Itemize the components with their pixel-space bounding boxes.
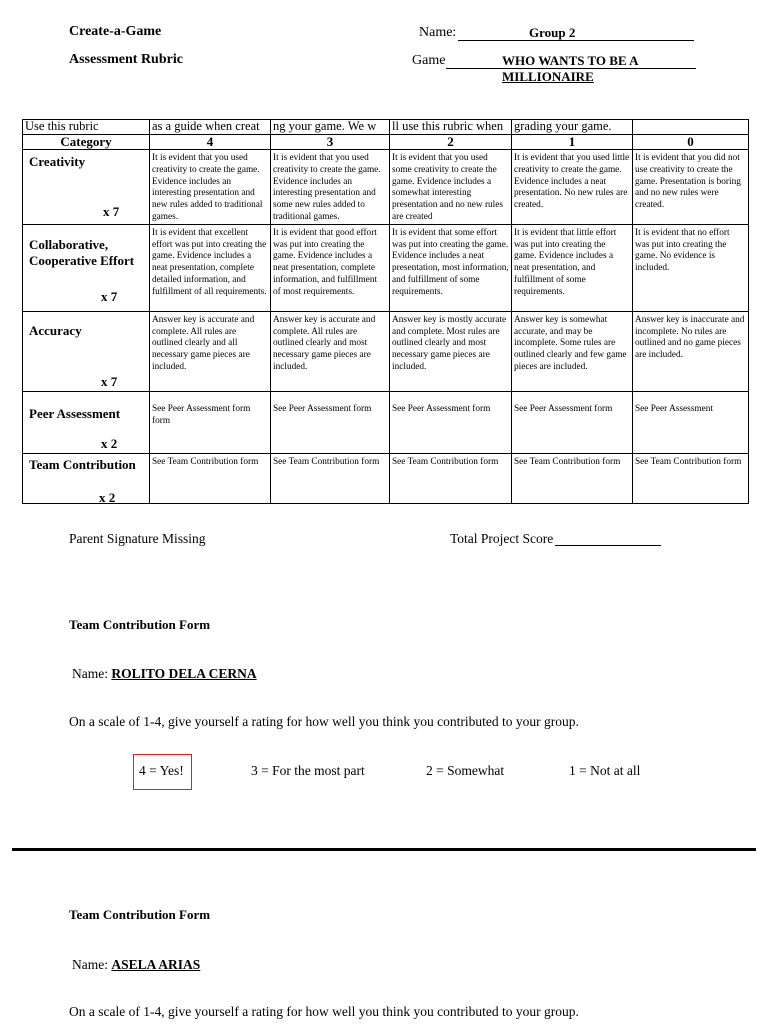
section-divider (12, 848, 756, 851)
category-name: Collaborative, Cooperative Effort (29, 236, 135, 268)
form-name-value: ROLITO DELA CERNA (111, 666, 257, 681)
rubric-cell: Answer key is mostly accurate and complete. Most rules are outlined clearly and most necessary game pieces are included. (390, 311, 512, 391)
category-multiplier: x 2 (101, 435, 118, 451)
category-name: Creativity (29, 154, 86, 169)
rubric-cell: It is evident that you used little creativity to create the game. Evidence includes a neat presentation. No new rules are created. (512, 150, 633, 225)
rubric-cell: See Peer Assessment form (390, 391, 512, 453)
rubric-row-creativity (23, 150, 749, 225)
col-header: 4 (150, 135, 271, 150)
rubric-cell: See Peer Assessment form (512, 391, 633, 453)
rubric-cell: It is evident that you used some creativity to create the game. Evidence includes a somewhat interesting presentation and no new rules are created (390, 150, 512, 225)
category-multiplier: x 7 (101, 288, 118, 304)
instruction-part: ll use this rubric when (390, 120, 512, 135)
total-score-line (555, 545, 661, 546)
rubric-cell: Answer key is accurate and complete. All rules are outlined clearly and most necessary game pieces are included. (271, 311, 390, 391)
rubric-cell: See Peer Assessment form (271, 391, 390, 453)
instruction-part: grading your game. (512, 120, 633, 135)
category-cell (23, 453, 150, 503)
game-value-line1: WHO WANTS TO BE A (502, 53, 639, 68)
rubric-cell: It is evident that excellent effort was put into creating the game. Evidence includes a neat presentation, complete detailed information, and fulfillment of all requirements. (150, 224, 271, 311)
rubric-cell: It is evident that no effort was put into creating the game. No evidence is included. (633, 224, 749, 311)
form-name-label: Name: (72, 957, 108, 972)
col-header: 1 (512, 135, 633, 150)
rubric-cell: See Team Contribution form (633, 453, 749, 503)
rubric-cell: It is evident that some effort was put into creating the game. Evidence includes a neat presentation, most information, and fulfillment of some requirements. (390, 224, 512, 311)
parent-signature: Parent Signature Missing (69, 531, 206, 546)
category-name: Team Contribution (29, 456, 136, 472)
instruction-part: ng your game. We w (271, 120, 390, 135)
rubric-header-row (23, 135, 749, 150)
col-header: 3 (271, 135, 390, 150)
rubric-cell: See Team Contribution form (271, 453, 390, 503)
name-underline (458, 40, 694, 41)
rubric-cell: It is evident that you used creativity to create the game. Evidence includes an interesting presentation and new rules added to traditional games. (150, 150, 271, 225)
form-title: Team Contribution Form (69, 907, 211, 922)
rubric-row-collaborative (23, 224, 749, 311)
rubric-row-team (23, 453, 749, 503)
category-cell (23, 224, 150, 311)
category-multiplier: x 7 (101, 373, 118, 389)
instruction-part: as a guide when creat (150, 120, 271, 135)
rubric-cell: See Peer Assessment (633, 391, 749, 453)
rubric-cell: See Peer Assessment form form (150, 391, 271, 453)
rubric-instruction-row (23, 120, 749, 135)
rating-option-3[interactable]: 3 = For the most part (251, 763, 365, 778)
rubric-cell: See Team Contribution form (150, 453, 271, 503)
rating-option-1[interactable]: 1 = Not at all (569, 763, 641, 778)
name-label: Name: (419, 25, 457, 40)
instruction-part: Use this rubric (23, 120, 150, 135)
rubric-cell: See Team Contribution form (512, 453, 633, 503)
total-score-label: Total Project Score (450, 531, 554, 546)
category-multiplier: x 7 (103, 204, 120, 219)
category-name: Accuracy (29, 322, 82, 338)
col-header: 2 (390, 135, 512, 150)
form-name-row (72, 666, 257, 682)
form-prompt: On a scale of 1-4, give yourself a rating for how well you think you contributed to your group. (69, 714, 579, 729)
rubric-cell: It is evident that you did not use creativity to create the game. Presentation is boring and no new rules were created. (633, 150, 749, 225)
name-value: Group 2 (529, 25, 576, 40)
form-prompt: On a scale of 1-4, give yourself a rating for how well you think you contributed to your group. (69, 1004, 579, 1019)
game-label: Game (412, 53, 446, 68)
category-multiplier: x 2 (99, 489, 116, 504)
rating-option-2[interactable]: 2 = Somewhat (426, 763, 505, 778)
col-header: Category (23, 135, 150, 150)
category-cell (23, 150, 150, 225)
doc-title: Create-a-Game (69, 24, 162, 39)
rubric-table (22, 119, 749, 504)
category-cell (23, 391, 150, 453)
rubric-cell: Answer key is inaccurate and incomplete. No rules are outlined and no game pieces are included. (633, 311, 749, 391)
form-name-label: Name: (72, 666, 108, 681)
col-header: 0 (633, 135, 749, 150)
category-name: Peer Assessment (29, 405, 121, 421)
rubric-row-accuracy (23, 311, 749, 391)
rubric-cell: Answer key is accurate and complete. All rules are outlined clearly and all necessary game pieces are included. (150, 311, 271, 391)
doc-subtitle: Assessment Rubric (69, 52, 183, 67)
category-cell (23, 311, 150, 391)
rating-option-4[interactable]: 4 = Yes! (139, 763, 184, 778)
rubric-row-peer (23, 391, 749, 453)
form-title: Team Contribution Form (69, 617, 211, 632)
game-value-line2: MILLIONAIRE (502, 69, 594, 84)
rubric-cell: It is evident that little effort was put into creating the game. Evidence includes a neat presentation, and fulfillment of some requirements. (512, 224, 633, 311)
rubric-cell: It is evident that good effort was put into creating the game. Evidence includes a neat presentation, complete information, and fulfillment of most requirements. (271, 224, 390, 311)
form-name-row (72, 957, 200, 973)
form-name-value: ASELA ARIAS (111, 957, 201, 972)
rubric-cell: See Team Contribution form (390, 453, 512, 503)
rubric-cell: It is evident that you used creativity to create the game. Evidence includes an interesting presentation and some new rules added to traditional games. (271, 150, 390, 225)
rubric-cell: Answer key is somewhat accurate, and may be incomplete. Some rules are outlined clearly and few game pieces are included. (512, 311, 633, 391)
